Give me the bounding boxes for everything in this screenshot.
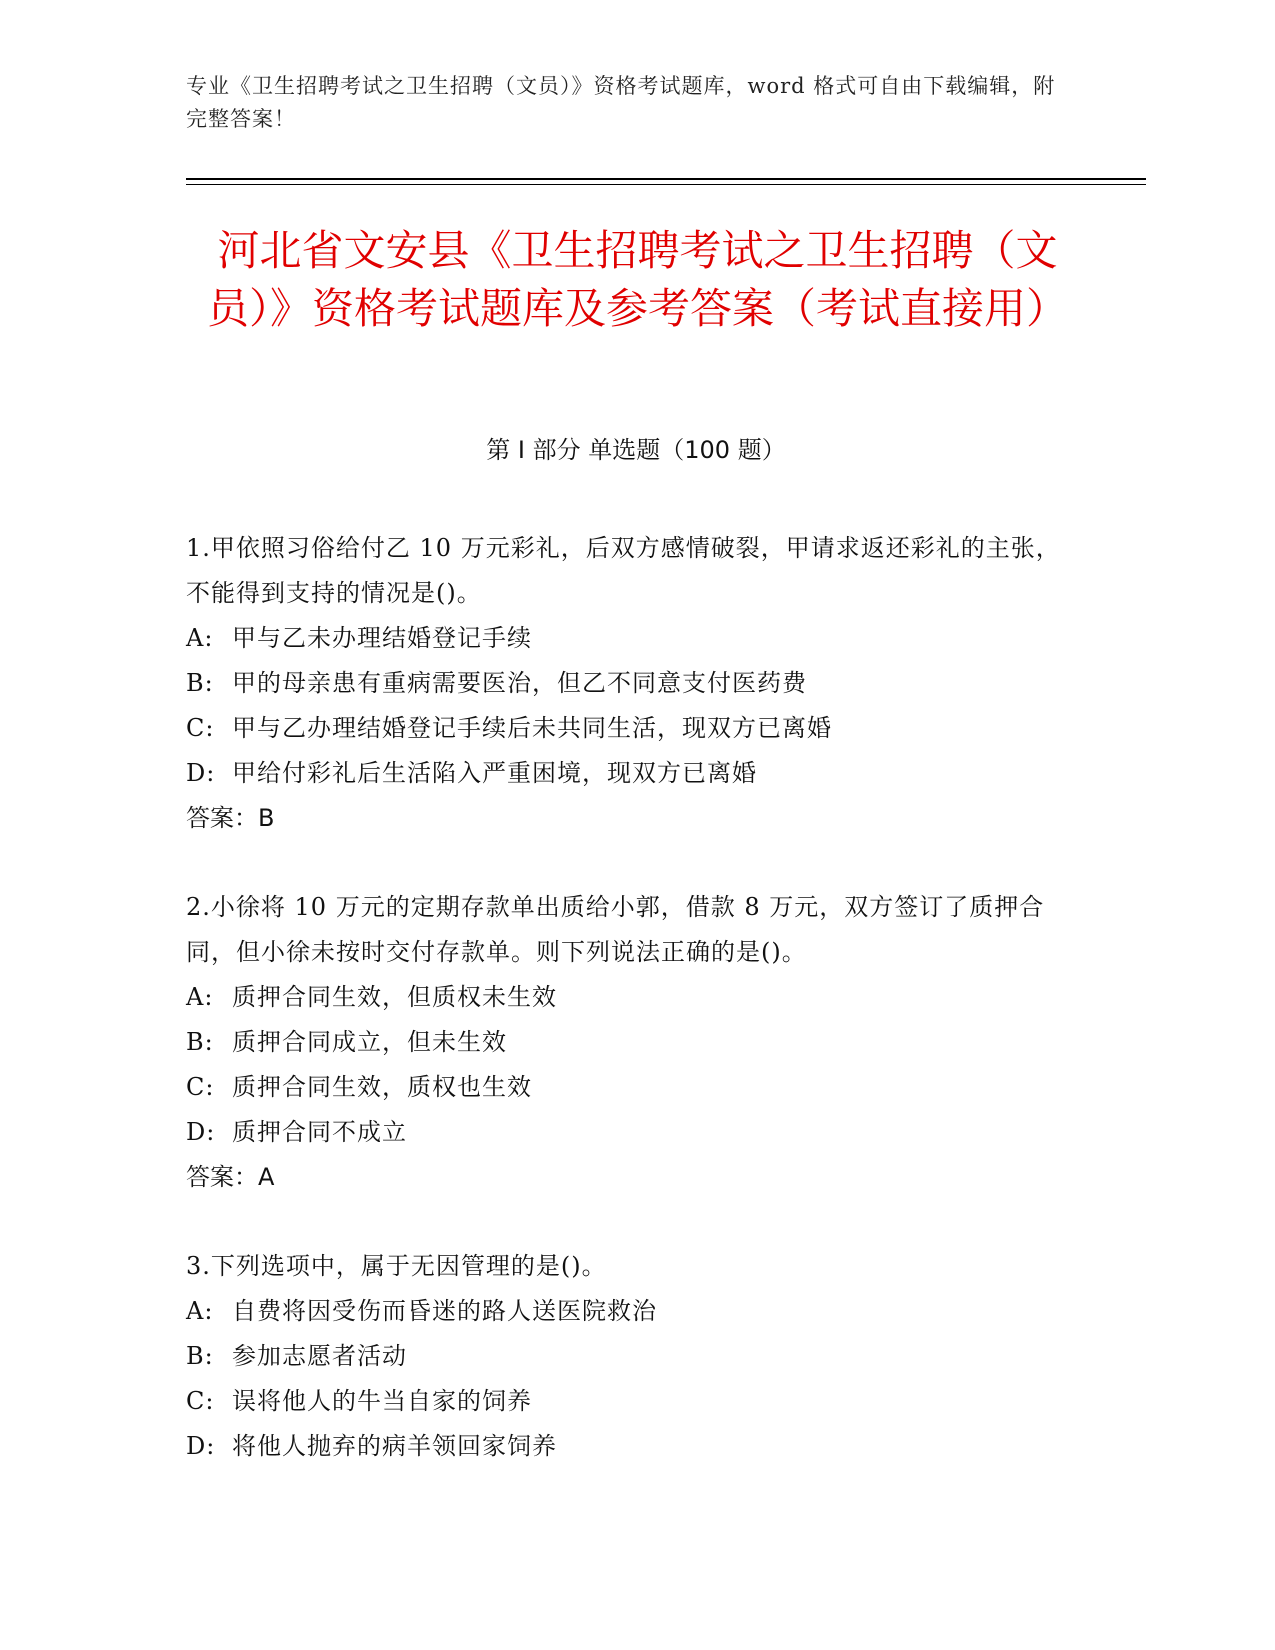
option-letter: D: [186,759,216,787]
option-text: 甲的母亲患有重病需要医治，但乙不同意支付医药费 [232,669,807,697]
option-text: 甲与乙未办理结婚登记手续 [232,624,532,652]
option-letter: A: [186,983,214,1011]
option-text: 将他人抛弃的病羊领回家饲养 [232,1432,557,1460]
option-letter: A: [186,624,214,652]
option-b [186,1020,1081,1065]
question-1 [186,526,1081,841]
option-d [186,1424,1081,1469]
option-text: 甲与乙办理结婚登记手续后未共同生活，现双方已离婚 [232,714,832,742]
header-divider-thin [186,184,1146,185]
option-a [186,616,1081,661]
answer-line: 答案：B [186,804,275,832]
header-note: 专业《卫生招聘考试之卫生招聘（文员）》资格考试题库，word 格式可自由下载编辑，附完整答案！ [186,74,1056,131]
option-letter: C: [186,1073,215,1101]
option-d [186,1110,1081,1155]
option-a [186,975,1081,1020]
option-letter: D: [186,1118,216,1146]
answer-line: 答案：A [186,1163,275,1191]
option-text: 质押合同不成立 [232,1118,407,1146]
option-text: 参加志愿者活动 [232,1342,407,1370]
option-d [186,751,1081,796]
option-c [186,1065,1081,1110]
document-title: 河北省文安县《卫生招聘考试之卫生招聘（文员）》资格考试题库及参考答案（考试直接用） [206,226,1068,333]
question-list [186,526,1081,1513]
option-letter: B: [186,1028,214,1056]
option-letter: D: [186,1432,216,1460]
option-letter: C: [186,1387,215,1415]
option-text: 自费将因受伤而昏迷的路人送医院救治 [232,1297,657,1325]
header-divider-thick [186,178,1146,180]
option-text: 质押合同成立，但未生效 [232,1028,507,1056]
question-3 [186,1244,1081,1469]
question-text: 2.小徐将 10 万元的定期存款单出质给小郭，借款 8 万元，双方签订了质押合同，但小徐未按时交付存款单。则下列说法正确的是()。 [186,893,1045,966]
option-letter: A: [186,1297,214,1325]
option-b [186,661,1081,706]
option-text: 误将他人的牛当自家的饲养 [232,1387,532,1415]
option-text: 质押合同生效，质权也生效 [232,1073,532,1101]
option-letter: B: [186,1342,214,1370]
option-c [186,1379,1081,1424]
question-text: 3.下列选项中，属于无因管理的是()。 [186,1252,607,1280]
question-2 [186,885,1081,1200]
option-text: 质押合同生效，但质权未生效 [232,983,557,1011]
option-letter: C: [186,714,215,742]
question-text: 1.甲依照习俗给付乙 10 万元彩礼，后双方感情破裂，甲请求返还彩礼的主张，不能得到支持的情况是()。 [186,534,1061,607]
option-text: 甲给付彩礼后生活陷入严重困境，现双方已离婚 [232,759,757,787]
option-c [186,706,1081,751]
section-heading: 第 I 部分 单选题（100 题） [486,436,786,464]
option-a [186,1289,1081,1334]
option-b [186,1334,1081,1379]
option-letter: B: [186,669,214,697]
